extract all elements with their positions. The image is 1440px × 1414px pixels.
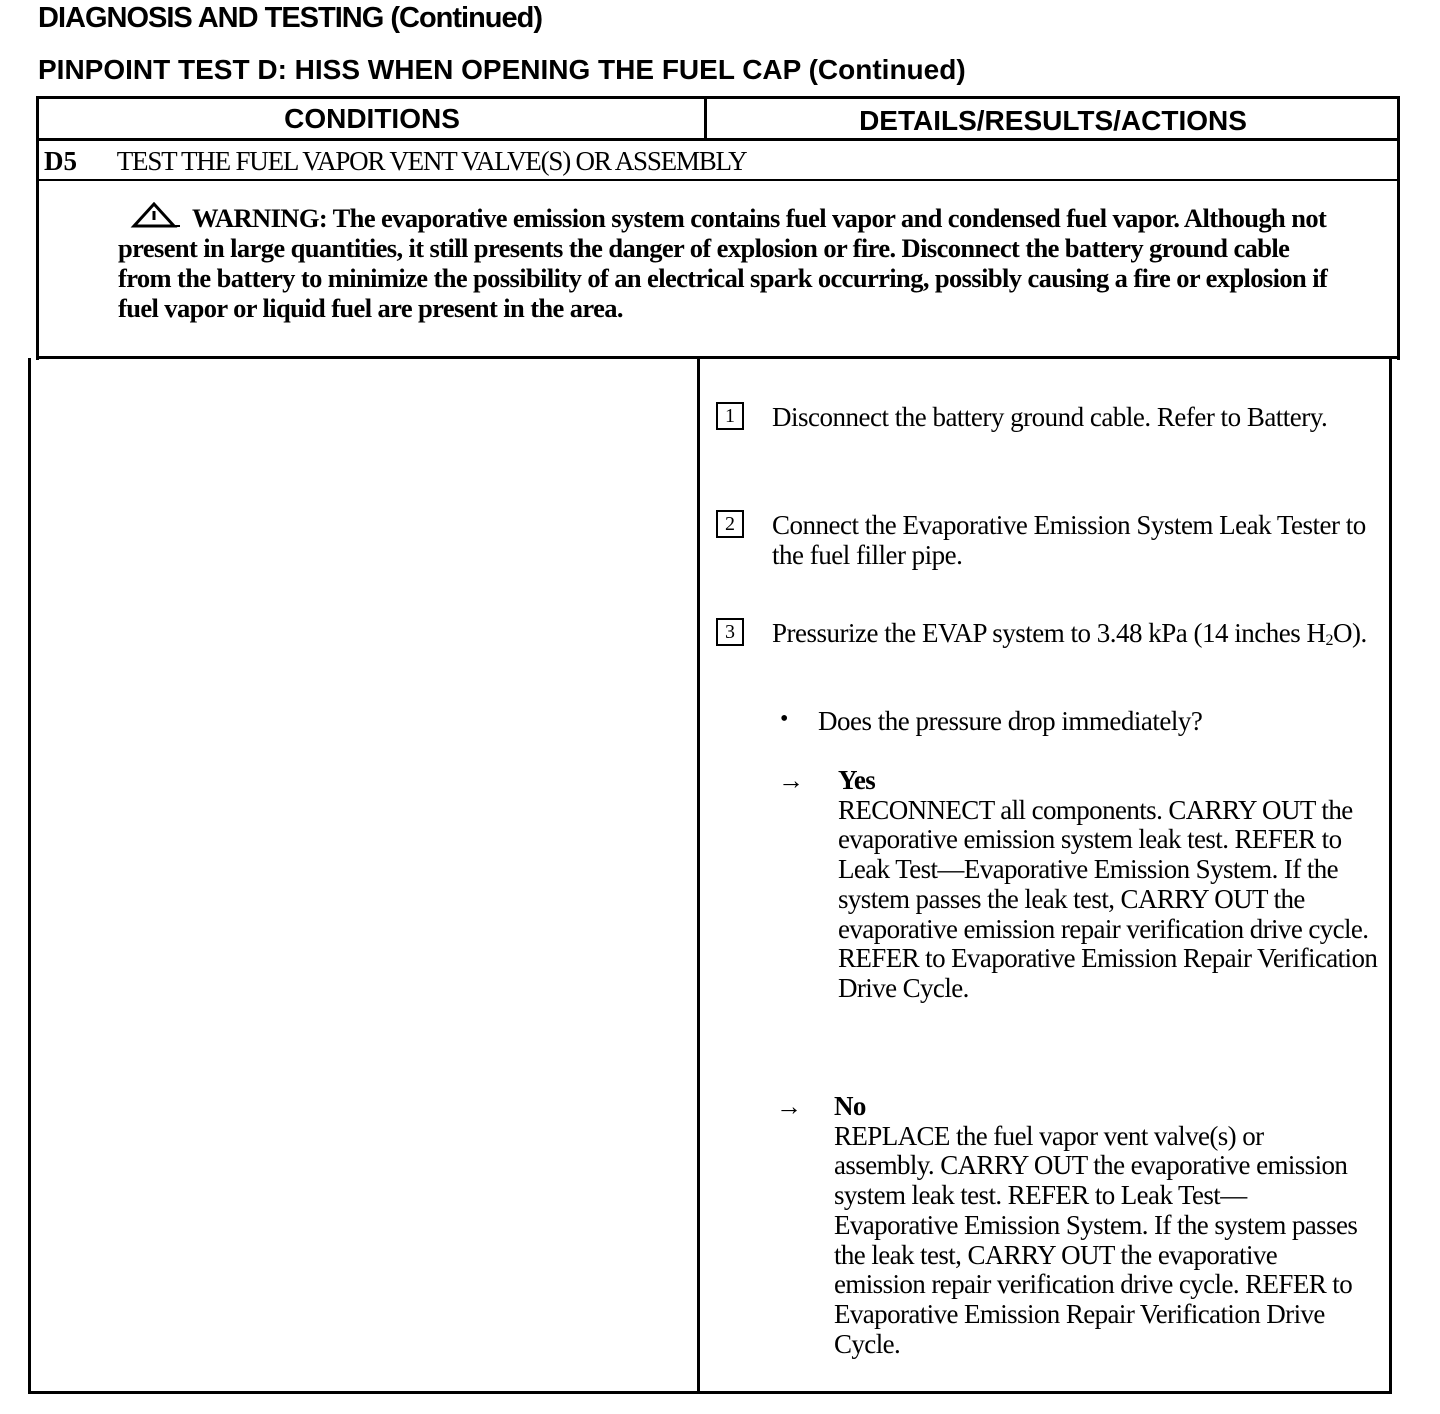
step-bottom-rule (36, 179, 1400, 181)
document-header (38, 2, 542, 35)
question-text: Does the pressure drop immediately? (818, 706, 1203, 736)
column-header-conditions: CONDITIONS (284, 103, 460, 134)
pinpoint-test-title (38, 54, 966, 86)
column-header-details: DETAILS/RESULTS/ACTIONS (859, 105, 1247, 136)
section-title: DIAGNOSIS AND TESTING (38, 2, 384, 34)
test-name: PINPOINT TEST D: HISS WHEN OPENING THE FUEL CAP (38, 54, 801, 85)
action-text-1: Disconnect the battery ground cable. Refer to Battery. (772, 402, 1328, 432)
result-yes-label: Yes (838, 765, 876, 795)
result-no (834, 1092, 1364, 1359)
body-column-divider (697, 358, 700, 1394)
result-yes-text: RECONNECT all components. CARRY OUT the evaporative emission system leak test. REFER to Leak Test—Evaporative Emission System. If the system passes the leak test, CARRY OUT the evaporative emission repair verification drive cycle. REFER to Evaporative Emission Repair Verification Drive Cycle. (838, 794, 1378, 1003)
step-row (44, 144, 746, 178)
table-border-left-lower (28, 358, 31, 1394)
action-number-1: 1 (716, 402, 744, 430)
warning-bottom-rule (36, 356, 1400, 359)
table-border-left-upper (36, 96, 39, 360)
action-number-3: 3 (716, 618, 744, 646)
warning-notice (118, 202, 1348, 323)
action-number-2: 2 (716, 510, 744, 538)
section-continued: (Continued) (390, 2, 543, 34)
table-border-top (36, 96, 1400, 99)
action-text-3 (772, 618, 1382, 656)
result-yes (838, 766, 1388, 1004)
result-no-text: REPLACE the fuel vapor vent valve(s) or assembly. CARRY OUT the evaporative emission system leak test. REFER to Leak Test—Evaporative Emission System. If the system passes the leak test, CARRY OUT the evaporative emission repair verification drive cycle. REFER to Evaporative Emission Repair Verification Drive Cycle. (834, 1120, 1358, 1359)
action-text-3-end: O). (1332, 618, 1367, 648)
warning-triangle-icon (128, 202, 182, 228)
bullet-icon: • (780, 706, 789, 732)
action-text-3-main: Pressurize the EVAP system to 3.48 kPa (14 inches H (772, 618, 1326, 648)
test-continued: (Continued) (808, 54, 966, 85)
result-no-label: No (834, 1091, 866, 1121)
step-id: D5 (44, 146, 77, 176)
warning-text: WARNING: The evaporative emission system contains fuel vapor and condensed fuel vapor. Although not present in large quantities, it still presents the danger of explosion or fire. Disconnect the battery ground cable from the battery to minimize the possibility of an electrical spark occurring, possibly causing a fire or explosion if fuel vapor or liquid fuel are present in the area. (118, 203, 1328, 323)
table-border-bottom (28, 1391, 1392, 1394)
step-title: TEST THE FUEL VAPOR VENT VALVE(S) OR ASSEMBLY (116, 146, 747, 176)
table-border-right-lower (1389, 358, 1392, 1394)
action-text-3-subscript: 2 (1325, 632, 1333, 649)
header-divider (704, 98, 707, 139)
action-text-2: Connect the Evaporative Emission System Leak Tester to the fuel filler pipe. (772, 510, 1366, 570)
arrow-right-icon: → (776, 1092, 802, 1121)
arrow-right-icon: → (778, 766, 804, 795)
